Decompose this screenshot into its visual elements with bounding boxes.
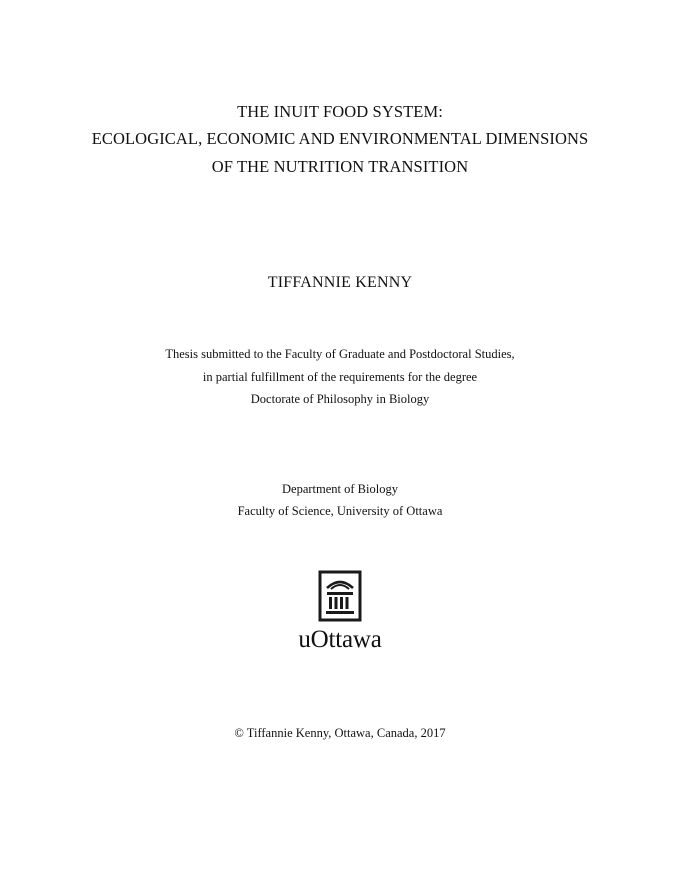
university-wordmark: uOttawa	[298, 626, 382, 653]
thesis-title-line-3: OF THE NUTRITION TRANSITION	[211, 157, 469, 176]
university-building-icon	[318, 570, 362, 622]
thesis-title-line-1: THE INUIT FOOD SYSTEM:	[237, 102, 443, 121]
thesis-title-line-2: ECOLOGICAL, ECONOMIC AND ENVIRONMENTAL DIMENSIONS	[91, 129, 589, 148]
copyright-line: © Tiffannie Kenny, Ottawa, Canada, 2017	[234, 726, 446, 740]
degree-line: Doctorate of Philosophy in Biology	[250, 392, 430, 406]
faculty-university-line: Faculty of Science, University of Ottawa	[237, 504, 443, 518]
university-logo	[0, 570, 680, 655]
author-name: TIFFANNIE KENNY	[267, 274, 413, 291]
submission-line-1: Thesis submitted to the Faculty of Graduate and Postdoctoral Studies,	[165, 347, 515, 361]
submission-line-2: in partial fulfillment of the requirements for the degree	[202, 370, 478, 384]
department-line: Department of Biology	[282, 482, 398, 496]
